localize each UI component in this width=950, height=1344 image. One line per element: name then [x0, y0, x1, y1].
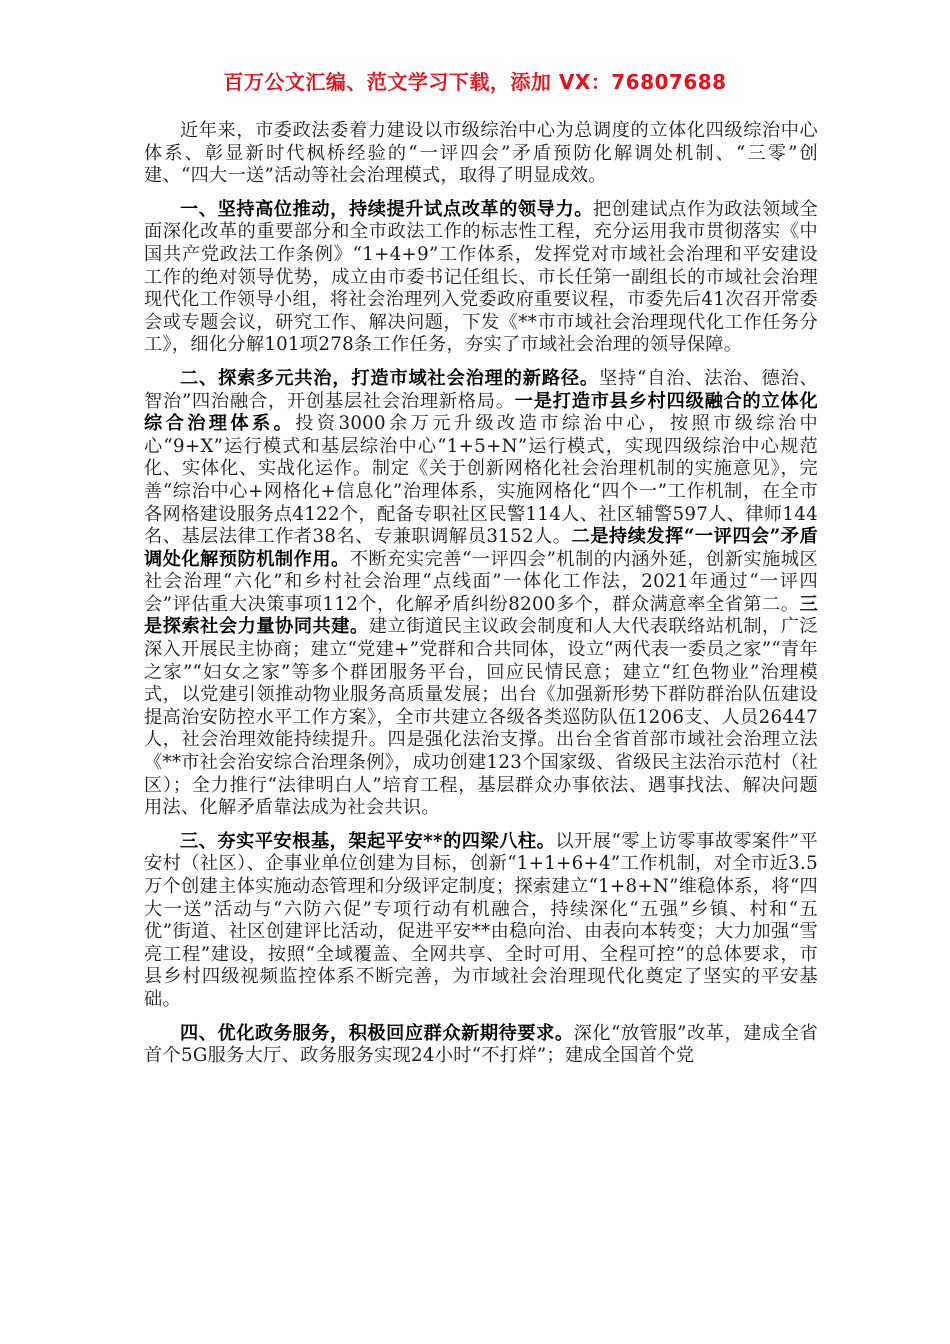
- section-3-paragraph: [144, 831, 818, 1012]
- intro-paragraph: [144, 120, 818, 188]
- section-2-text-c: 不断充实完善“一评四会”机制的内涵外延，创新实施城区社会治理“六化”和乡村社会治理“点线面”一体化工作法，2021年通过“一评四会”评估重大决策事项112个，化解矛盾纠纷8200多个，群众满意率全省第二。: [144, 548, 818, 615]
- section-2-text-d: 建立街道民主议政会制度和人大代表联络站机制，广泛深入开展民主协商；建立“党建+”党群和合共同体，设立“两代表一委员之家”“青年之家”“妇女之家”等多个群团服务平台，回应民情民意；建立“红色物业”治理模式，以党建引领推动物业服务高质量发展；出台《加强新形势下群防群治队伍建设提高治安防控水平工作方案》，全市共建立各级各类巡防队伍1206支、人员26447人，社会治理效能持续提升。四是强化法治支撑。出台全省首部市域社会治理立法《**市社会治安综合治理条例》，成功创建123个国家级、省级民主法治示范村（社区）；全力推行“法律明白人”培育工程，基层群众办事依法、遇事找法、解决问题用法、化解矛盾靠法成为社会共识。: [144, 616, 818, 819]
- section-2-text-a: 坚持“自治、法治、德治、智治”四治融合，开创基层社会治理新格局。: [144, 367, 818, 412]
- section-1-text: 把创建试点作为政法领域全面深化改革的重要部分和全市政法工作的标志性工程，充分运用我市贯彻落实《中国共产党政法工作条例》“1+4+9”工作体系，发挥党对市域社会治理和平安建设工作的绝对领导优势，成立由市委书记任组长、市长任第一副组长的市域社会治理现代化工作领导小组，将社会治理列入党委政府重要议程，市委先后41次召开常委会或专题会议，研究工作、解决问题，下发《**市市域社会治理现代化工作任务分工》，细化分解101项278条工作任务，夯实了市域社会治理的领导保障。: [144, 198, 818, 356]
- section-2-heading: 二、探索多元共治，打造市域社会治理的新路径。: [180, 367, 599, 389]
- section-2-point-1: 一是打造市县乡村四级融合的立体化综合治理体系。: [144, 390, 818, 435]
- section-2-point-2: 二是持续发挥“一评四会”矛盾调处化解预防机制作用。: [144, 526, 818, 570]
- section-1-heading: 一、坚持高位推动，持续提升试点改革的领导力。: [180, 198, 593, 220]
- promo-banner: 百万公文汇编、范文学习下载，添加 VX：76807688: [223, 70, 727, 94]
- section-2-paragraph: [144, 368, 818, 820]
- section-2-text-b: 投资3000余万元升级改造市综治中心，按照市级综治中心“9+X”运行模式和基层综治中心“1+5+N”运行模式，实现四级综治中心规范化、实体化、实战化运作。制定《关于创新网格化社会治理机制的实施意见》，完善“综治中心+网格化+信息化”治理体系，实施网格化“四个一”工作机制，在全市各网格建设服务点4122个，配备专职社区民警114人、社区辅警597人、律师144名、基层法律工作者38名、专兼职调解员3152人。: [144, 413, 818, 548]
- section-3-heading: 三、夯实平安根基，架起平安**的四梁八柱。: [180, 830, 556, 852]
- intro-text: 近年来，市委政法委着力建设以市级综治中心为总调度的立体化四级综治中心体系、彰显新时代枫桥经验的“一评四会”矛盾预防化解调处机制、“三零”创建、“四大一送”活动等社会治理模式，取得了明显成效。: [144, 120, 818, 187]
- section-3-text: 以开展“零上访零事故零案件”平安村（社区）、企事业单位创建为目标，创新“1+1+6+4”工作机制，对全市近3.5万个创建主体实施动态管理和分级评定制度；探索建立“1+8+N”维稳体系，将“四大一送”活动与“六防六促”专项行动有机融合，持续深化“五强”乡镇、村和“五优”街道、社区创建评比活动，促进平安**由稳向治、由表向本转变；大力加强“雪亮工程”建设，按照“全域覆盖、全网共享、全时可用、全程可控”的总体要求，市县乡村四级视频监控体系不断完善，为市域社会治理现代化奠定了坚实的平安基础。: [144, 830, 818, 1010]
- document-body: [144, 120, 818, 1079]
- section-4-text: 深化“放管服”改革，建成全省首个5G服务大厅、政务服务实现24小时“不打烊”；建成全国首个党: [144, 1022, 818, 1067]
- section-1-paragraph: [144, 199, 818, 357]
- section-2-point-3: 三是探索社会力量协同共建。: [144, 593, 818, 638]
- section-4-paragraph: [144, 1023, 818, 1068]
- section-4-heading: 四、优化政务服务，积极回应群众新期待要求。: [180, 1022, 574, 1044]
